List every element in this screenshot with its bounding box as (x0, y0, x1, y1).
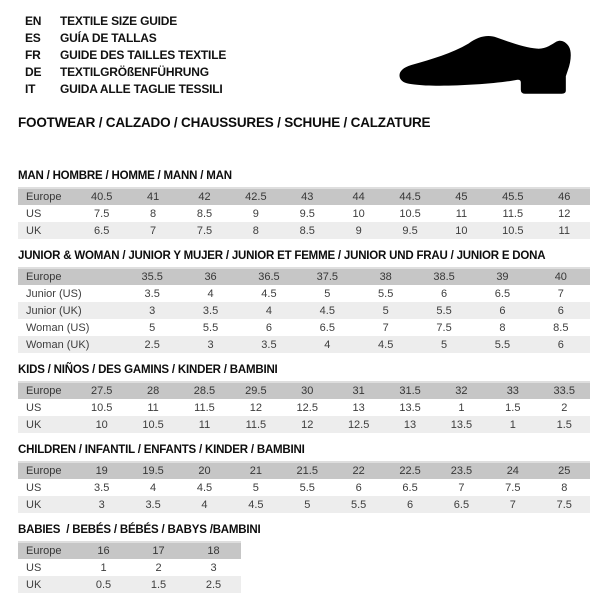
size-cell: 13 (403, 418, 417, 431)
size-cell: 27.5 (90, 385, 113, 397)
size-cell: 3.5 (145, 498, 161, 511)
babies-size-table-body (18, 542, 241, 593)
size-cell: 5.5 (494, 338, 511, 351)
size-cell: 6.5 (402, 481, 418, 494)
table-row (18, 222, 590, 239)
size-cell: 24 (506, 465, 519, 477)
size-cell: 38 (379, 271, 392, 283)
section-babies (18, 524, 590, 593)
table-row (18, 319, 590, 336)
language-row (25, 46, 226, 63)
size-sections (18, 170, 590, 600)
size-cell: 3 (98, 498, 105, 511)
kids-size-table (18, 381, 590, 433)
table-row (18, 462, 590, 479)
table-row (18, 399, 590, 416)
size-cell: 22.5 (399, 465, 421, 477)
size-cell: 6 (499, 304, 506, 317)
table-row (18, 205, 590, 222)
table-row (18, 302, 590, 319)
size-cell: 10 (352, 207, 365, 220)
size-cell: 4.5 (196, 481, 213, 494)
size-cell: 11 (455, 207, 468, 220)
size-cell: 0.5 (95, 578, 112, 591)
table-row (18, 542, 241, 559)
size-cell: 5.5 (436, 304, 452, 317)
babies-size-table (18, 541, 241, 593)
language-title: TEXTILE SIZE GUIDE (60, 13, 178, 28)
row-label: Junior (UK) (26, 304, 82, 317)
size-cell: 6.5 (453, 498, 470, 511)
size-cell: 36.5 (258, 271, 280, 283)
language-title: GUIDE DES TAILLES TEXTILE (60, 47, 227, 62)
table-row (18, 496, 590, 513)
size-cell: 12 (558, 207, 571, 220)
size-cell: 4 (201, 498, 208, 511)
language-row (25, 63, 226, 80)
size-cell: 13 (352, 401, 365, 414)
table-row (18, 559, 241, 576)
size-cell: 4.5 (261, 287, 277, 300)
size-cell: 9 (355, 224, 362, 237)
size-cell: 10 (455, 224, 468, 237)
size-cell: 17 (152, 545, 165, 557)
size-cell: 6 (355, 481, 362, 494)
size-cell: 4 (324, 338, 331, 351)
size-cell: 7 (458, 481, 465, 494)
size-cell: 42.5 (245, 191, 267, 203)
language-code: DE (25, 64, 42, 79)
size-cell: 31 (352, 385, 365, 397)
size-cell: 37.5 (316, 271, 339, 283)
row-label: UK (26, 578, 42, 591)
size-cell: 33 (506, 385, 519, 397)
size-cell: 4 (150, 481, 157, 494)
size-cell: 25 (558, 465, 571, 477)
size-cell: 7.5 (436, 321, 452, 334)
size-cell: 7 (150, 224, 157, 237)
size-cell: 11.5 (245, 418, 267, 431)
junior-woman-size-table (18, 267, 590, 353)
size-cell: 23.5 (450, 465, 473, 477)
size-cell: 12 (249, 401, 262, 414)
section-title: KIDS / NIÑOS / DES GAMINS / KINDER / BAMBINI (18, 364, 278, 376)
section-title: MAN / HOMBRE / HOMME / MANN / MAN (18, 170, 232, 182)
size-cell: 43 (301, 191, 314, 203)
language-header-block (25, 12, 226, 97)
size-cell: 6 (557, 304, 564, 317)
size-cell: 35.5 (141, 271, 163, 283)
size-cell: 2 (561, 401, 568, 414)
row-label: UK (26, 498, 42, 511)
size-cell: 4.5 (319, 304, 335, 317)
size-cell: 8 (150, 207, 157, 220)
row-label: Woman (UK) (26, 338, 90, 351)
table-row (18, 382, 590, 399)
size-cell: 28 (146, 385, 160, 397)
size-cell: 1 (509, 418, 516, 431)
size-cell: 18 (207, 545, 220, 557)
size-cell: 4 (207, 287, 214, 300)
table-row (18, 285, 590, 302)
size-cell: 10.5 (142, 418, 164, 431)
row-label: US (26, 481, 42, 494)
row-label: Junior (US) (26, 287, 82, 300)
size-cell: 29.5 (245, 385, 267, 397)
language-row (25, 80, 226, 97)
section-kids (18, 364, 590, 433)
size-cell: 2.5 (205, 578, 222, 591)
language-row (25, 12, 226, 29)
language-code: ES (25, 30, 41, 45)
size-cell: 5.5 (351, 498, 367, 511)
size-cell: 5 (304, 498, 311, 511)
size-cell: 6 (557, 338, 564, 351)
size-cell: 31.5 (399, 385, 421, 397)
size-cell: 6 (406, 498, 414, 511)
size-cell: 10 (95, 418, 108, 431)
size-cell: 8.5 (553, 321, 569, 334)
size-cell: 5 (252, 481, 259, 494)
size-cell: 10.5 (90, 401, 113, 414)
size-cell: 40 (554, 271, 567, 283)
size-cell: 5 (382, 304, 389, 317)
section-junior-woman (18, 250, 590, 353)
size-cell: 7.5 (556, 498, 572, 511)
size-cell: 9.5 (402, 224, 418, 237)
size-cell: 3.5 (144, 287, 160, 300)
language-row (25, 29, 226, 46)
size-cell: 42 (198, 191, 211, 203)
size-cell: 8 (252, 224, 259, 237)
row-label: Europe (26, 385, 62, 397)
size-cell: 1.5 (505, 401, 521, 414)
size-cell: 21 (249, 465, 262, 477)
size-cell: 12.5 (296, 401, 318, 414)
size-cell: 5.5 (202, 321, 219, 334)
size-cell: 11 (198, 418, 211, 431)
size-cell: 33.5 (553, 385, 575, 397)
size-cell: 19 (95, 465, 108, 477)
size-cell: 11.5 (502, 207, 524, 220)
size-cell: 1.5 (150, 578, 167, 591)
size-cell: 3.5 (261, 338, 277, 351)
size-cell: 12.5 (347, 418, 370, 431)
size-cell: 46 (558, 191, 571, 203)
table-row (18, 416, 590, 433)
size-cell: 6.5 (319, 321, 335, 334)
size-cell: 5 (149, 321, 156, 334)
man-size-table-body (18, 188, 590, 239)
size-cell: 9.5 (299, 207, 315, 220)
section-man (18, 170, 590, 239)
size-cell: 30 (301, 385, 314, 397)
size-cell: 10.5 (502, 224, 524, 237)
row-label: US (26, 561, 42, 574)
section-title: CHILDREN / INFANTIL / ENFANTS / KINDER / BAMBINI (18, 444, 305, 456)
size-cell: 3 (210, 561, 217, 574)
size-cell: 40.5 (90, 191, 113, 203)
size-cell: 6 (441, 287, 448, 300)
junior-woman-size-table-body (18, 268, 590, 353)
size-cell: 28.5 (193, 385, 216, 397)
row-label: UK (26, 418, 42, 431)
size-cell: 7.5 (94, 207, 110, 220)
size-cell: 8.5 (196, 207, 213, 220)
language-title: GUIDA ALLE TAGLIE TESSILI (60, 81, 223, 96)
size-cell: 2.5 (144, 338, 160, 351)
size-cell: 8.5 (299, 224, 315, 237)
size-cell: 7 (509, 498, 516, 511)
size-cell: 38.5 (433, 271, 455, 283)
size-cell: 7.5 (505, 481, 521, 494)
section-children (18, 444, 590, 513)
size-cell: 11 (558, 224, 570, 237)
table-row (18, 576, 241, 593)
table-row (18, 479, 590, 496)
size-cell: 5.5 (378, 287, 394, 300)
row-label: US (26, 207, 42, 220)
children-size-table (18, 461, 590, 513)
size-cell: 8 (561, 481, 568, 494)
size-cell: 11 (147, 401, 159, 414)
size-cell: 4.5 (248, 498, 264, 511)
language-title: GUÍA DE TALLAS (60, 30, 157, 45)
size-cell: 6.5 (94, 224, 110, 237)
size-cell: 41 (146, 191, 160, 203)
size-cell: 5.5 (299, 481, 315, 494)
language-code: EN (25, 13, 42, 28)
size-cell: 3 (149, 304, 156, 317)
size-cell: 22 (352, 465, 365, 477)
category-header: FOOTWEAR / CALZADO / CHAUSSURES / SCHUHE / CALZATURE (18, 115, 431, 130)
size-cell: 3.5 (202, 304, 219, 317)
size-cell: 5 (441, 338, 448, 351)
size-cell: 2 (155, 561, 162, 574)
size-cell: 7.5 (196, 224, 213, 237)
section-title: BABIES / BEBÉS / BÉBÉS / BABYS /BAMBINI (18, 524, 261, 536)
table-row (18, 268, 590, 285)
size-cell: 7 (382, 321, 389, 334)
language-title: TEXTILGRÖßENFÜHRUNG (60, 64, 209, 79)
size-cell: 1 (458, 401, 465, 414)
size-cell: 3 (207, 338, 214, 351)
row-label: Europe (26, 191, 62, 203)
size-cell: 6.5 (494, 287, 511, 300)
size-cell: 44.5 (399, 191, 421, 203)
size-cell: 5 (324, 287, 331, 300)
size-cell: 36 (204, 271, 217, 283)
size-cell: 21.5 (296, 465, 318, 477)
dress-shoe-icon (396, 31, 573, 95)
size-cell: 4 (265, 304, 272, 317)
size-cell: 19.5 (142, 465, 164, 477)
size-cell: 9 (252, 207, 259, 220)
size-cell: 12 (301, 418, 314, 431)
kids-size-table-body (18, 382, 590, 433)
row-label: Woman (US) (26, 321, 90, 334)
row-label: Europe (26, 271, 62, 283)
size-cell: 8 (499, 321, 506, 334)
table-row (18, 336, 590, 353)
size-cell: 13.5 (450, 418, 473, 431)
size-cell: 4.5 (378, 338, 394, 351)
size-cell: 39 (496, 271, 509, 283)
children-size-table-body (18, 462, 590, 513)
size-cell: 10.5 (399, 207, 421, 220)
language-code: FR (25, 47, 41, 62)
size-cell: 44 (352, 191, 365, 203)
row-label: US (26, 401, 42, 414)
size-cell: 6 (265, 321, 272, 334)
table-row (18, 188, 590, 205)
size-cell: 1.5 (556, 418, 572, 431)
size-cell: 32 (455, 385, 468, 397)
size-cell: 7 (557, 287, 564, 300)
size-cell: 1 (100, 561, 107, 574)
size-cell: 11.5 (194, 401, 215, 414)
row-label: UK (26, 224, 42, 237)
size-cell: 45.5 (502, 191, 524, 203)
row-label: Europe (26, 545, 62, 557)
size-cell: 3.5 (94, 481, 110, 494)
size-cell: 16 (97, 545, 110, 557)
man-size-table (18, 187, 590, 239)
language-code: IT (25, 81, 36, 96)
row-label: Europe (26, 465, 62, 477)
size-cell: 13.5 (399, 401, 421, 414)
size-cell: 45 (455, 191, 468, 203)
section-title: JUNIOR & WOMAN / JUNIOR Y MUJER / JUNIOR ET FEMME / JUNIOR UND FRAU / JUNIOR E DONA (18, 250, 546, 262)
size-cell: 20 (198, 465, 211, 477)
